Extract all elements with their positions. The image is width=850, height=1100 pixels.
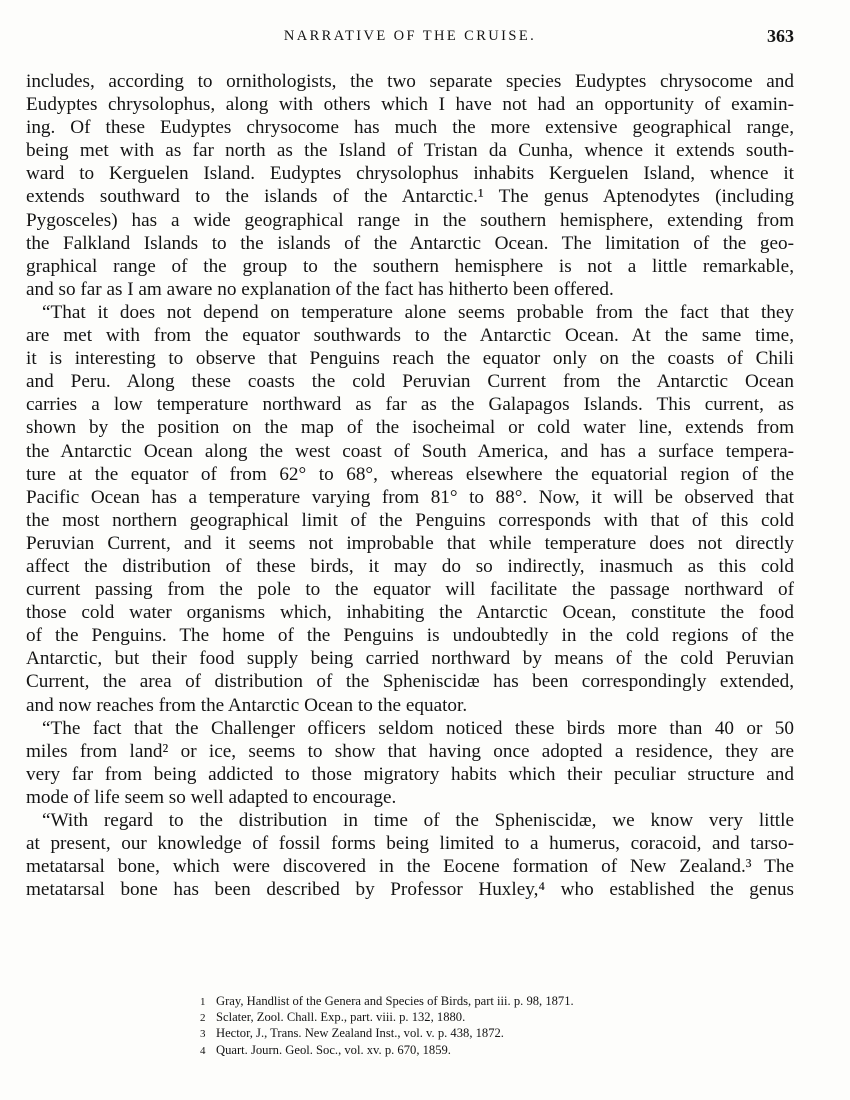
footnote-marker: 2 (200, 1012, 206, 1025)
footnote (200, 993, 760, 1009)
footnote-text: Sclater, Zool. Chall. Exp., part. viii. p. 132, 1880. (216, 1010, 466, 1025)
body-line: ward to Kerguelen Island. Eudyptes chrysolophus inhabits Kerguelen Island, whence it (26, 163, 794, 185)
body-text (26, 70, 794, 901)
body-line: ing. Of these Eudyptes chrysocome has much the more extensive geographical range, (26, 117, 794, 139)
footnote-marker: 3 (200, 1028, 206, 1041)
body-line: “That it does not depend on temperature alone seems probable from the fact that they (42, 301, 794, 323)
body-line: and Peru. Along these coasts the cold Peruvian Current from the Antarctic Ocean (26, 371, 794, 393)
body-line: mode of life seem so well adapted to encourage. (26, 786, 397, 808)
footnote-text: Gray, Handlist of the Genera and Species of Birds, part iii. p. 98, 1871. (216, 994, 574, 1008)
body-line: the Falkland Islands to the islands of the Antarctic Ocean. The limitation of the geo- (26, 232, 794, 254)
body-line: extends southward to the islands of the Antarctic.¹ The genus Aptenodytes (including (26, 186, 794, 208)
footnotes (200, 993, 760, 1058)
footnote (200, 1042, 760, 1058)
footnote-text: Quart. Journ. Geol. Soc., vol. xv. p. 670, 1859. (216, 1042, 451, 1057)
footnote (200, 1025, 760, 1041)
body-line: “The fact that the Challenger officers seldom noticed these birds more than 40 or 50 (42, 717, 794, 739)
body-line: current passing from the pole to the equator will facilitate the passage northward of (26, 579, 794, 601)
running-title: NARRATIVE OF THE CRUISE. (283, 28, 537, 44)
footnote (200, 1009, 760, 1025)
body-line: “With regard to the distribution in time of the Spheniscidæ, we know very little (42, 810, 794, 831)
body-line: Pacific Ocean has a temperature varying from 81° to 88°. Now, it will be observed that (26, 486, 794, 508)
body-line: the most northern geographical limit of the Penguins corresponds with that of this cold (26, 509, 794, 531)
body-line: shown by the position on the map of the isocheimal or cold water line, extends from (26, 417, 794, 439)
body-line: affect the distribution of these birds, it may do so indirectly, inasmuch as this cold (26, 555, 794, 577)
body-line: Antarctic, but their food supply being carried northward by means of the cold Peruvian (26, 648, 794, 670)
footnote-marker: 1 (200, 996, 206, 1008)
page-number: 363 (767, 26, 794, 46)
body-line: being met with as far north as the Island of Tristan da Cunha, whence it extends south- (26, 140, 794, 162)
body-line: and so far as I am aware no explanation of the fact has hitherto been offered. (26, 278, 614, 300)
body-line: Pygosceles) has a wide geographical range in the southern hemisphere, extending from (26, 209, 794, 231)
body-line: ture at the equator of from 62° to 68°, whereas elsewhere the equatorial region of the (26, 463, 794, 485)
body-line: miles from land² or ice, seems to show that having once adopted a residence, they are (26, 740, 794, 762)
body-line: metatarsal bone has been described by Professor Huxley,⁴ who established the genus (26, 879, 794, 901)
body-line: very far from being addicted to those migratory habits which their peculiar structure and (26, 763, 794, 785)
body-line: graphical range of the group to the southern hemisphere is not a little remarkable, (26, 255, 794, 277)
body-line: Current, the area of distribution of the Spheniscidæ has been correspondingly extended, (26, 671, 794, 693)
body-line: the Antarctic Ocean along the west coast of South America, and has a surface tempera- (26, 440, 794, 462)
body-line: carries a low temperature northward as far as the Galapagos Islands. This current, as (26, 394, 794, 416)
body-line: those cold water organisms which, inhabiting the Antarctic Ocean, constitute the food (26, 602, 794, 624)
body-line: of the Penguins. The home of the Penguins is undoubtedly in the cold regions of the (26, 625, 794, 647)
body-line: Peruvian Current, and it seems not improbable that while temperature does not directly (26, 532, 794, 554)
body-line: at present, our knowledge of fossil forms being limited to a humerus, coracoid, and tarso- (26, 833, 794, 855)
body-line: and now reaches from the Antarctic Ocean to the equator. (26, 694, 468, 716)
body-line: includes, according to ornithologists, the two separate species Eudyptes chrysocome and (26, 71, 794, 92)
body-line: it is interesting to observe that Penguins reach the equator only on the coasts of Chili (26, 348, 794, 370)
running-head (26, 28, 794, 54)
body-line: Eudyptes chrysolophus, along with others which I have not had an opportunity of examin- (26, 94, 794, 116)
body-line: are met with from the equator southwards to the Antarctic Ocean. At the same time, (26, 325, 794, 347)
footnote-marker: 4 (200, 1044, 206, 1057)
body-line: metatarsal bone, which were discovered in the Eocene formation of New Zealand.³ The (26, 856, 794, 878)
footnote-text: Hector, J., Trans. New Zealand Inst., vol. v. p. 438, 1872. (216, 1026, 504, 1041)
